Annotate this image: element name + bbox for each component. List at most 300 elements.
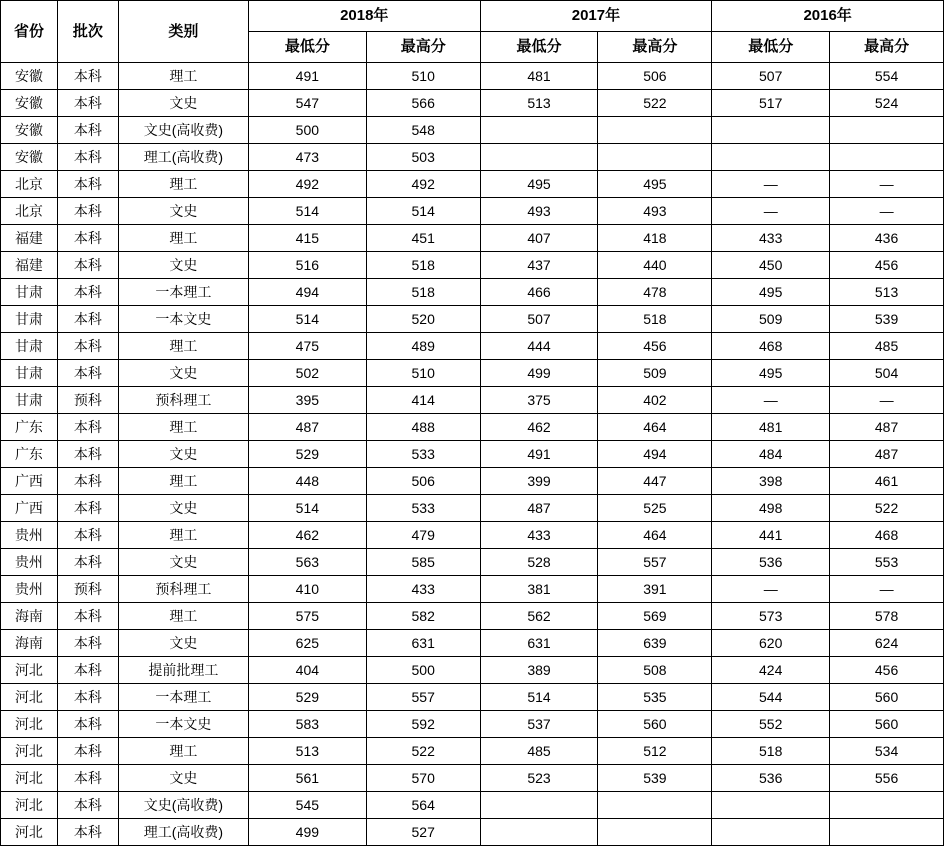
cell-province: 福建	[1, 252, 58, 279]
table-row	[1, 819, 944, 846]
cell-2016-min: 468	[712, 333, 830, 360]
header-province: 省份	[1, 1, 58, 63]
cell-2016-min: 441	[712, 522, 830, 549]
cell-2018-min: 516	[248, 252, 366, 279]
cell-2018-min: 547	[248, 90, 366, 117]
cell-2018-min: 491	[248, 63, 366, 90]
cell-category: 理工	[118, 63, 248, 90]
cell-2017-max: 512	[598, 738, 712, 765]
cell-2016-max: 556	[830, 765, 944, 792]
header-2017-max: 最高分	[598, 32, 712, 63]
table-row	[1, 468, 944, 495]
cell-2016-max: —	[830, 198, 944, 225]
cell-category: 理工	[118, 468, 248, 495]
cell-2016-max: 487	[830, 414, 944, 441]
header-year-2017: 2017年	[480, 1, 712, 32]
cell-2016-max: —	[830, 576, 944, 603]
cell-batch: 本科	[57, 117, 118, 144]
cell-2016-max: 534	[830, 738, 944, 765]
cell-2016-min: —	[712, 387, 830, 414]
cell-2016-min: 518	[712, 738, 830, 765]
table-row	[1, 63, 944, 90]
cell-2018-max: 510	[366, 360, 480, 387]
cell-2018-max: 518	[366, 279, 480, 306]
cell-2018-min: 395	[248, 387, 366, 414]
cell-2016-max: 436	[830, 225, 944, 252]
cell-2018-max: 500	[366, 657, 480, 684]
cell-2016-max: 624	[830, 630, 944, 657]
cell-2017-min: 381	[480, 576, 598, 603]
cell-2016-max: 522	[830, 495, 944, 522]
cell-batch: 预科	[57, 387, 118, 414]
cell-2018-max: 582	[366, 603, 480, 630]
cell-2017-max: 560	[598, 711, 712, 738]
cell-2017-min: 462	[480, 414, 598, 441]
cell-2017-max: 495	[598, 171, 712, 198]
table-row	[1, 603, 944, 630]
cell-province: 河北	[1, 792, 58, 819]
cell-batch: 本科	[57, 711, 118, 738]
cell-2016-max: 468	[830, 522, 944, 549]
table-header-row-1	[1, 1, 944, 32]
cell-category: 预科理工	[118, 387, 248, 414]
cell-category: 理工(高收费)	[118, 819, 248, 846]
cell-province: 安徽	[1, 90, 58, 117]
cell-2017-min: 433	[480, 522, 598, 549]
table-row	[1, 684, 944, 711]
cell-2016-max	[830, 792, 944, 819]
cell-category: 文史	[118, 765, 248, 792]
cell-category: 文史	[118, 549, 248, 576]
cell-category: 文史(高收费)	[118, 117, 248, 144]
cell-category: 提前批理工	[118, 657, 248, 684]
cell-province: 河北	[1, 819, 58, 846]
table-row	[1, 171, 944, 198]
cell-category: 一本理工	[118, 684, 248, 711]
cell-province: 甘肃	[1, 279, 58, 306]
cell-2017-max: 518	[598, 306, 712, 333]
cell-batch: 本科	[57, 279, 118, 306]
cell-2017-max: 639	[598, 630, 712, 657]
cell-2017-min	[480, 117, 598, 144]
cell-2016-min: 398	[712, 468, 830, 495]
cell-province: 甘肃	[1, 306, 58, 333]
header-year-2018: 2018年	[248, 1, 480, 32]
cell-category: 一本文史	[118, 711, 248, 738]
cell-2016-max: 560	[830, 684, 944, 711]
cell-batch: 本科	[57, 792, 118, 819]
cell-2018-min: 475	[248, 333, 366, 360]
cell-2016-max: 456	[830, 657, 944, 684]
cell-province: 安徽	[1, 144, 58, 171]
cell-2017-min: 485	[480, 738, 598, 765]
cell-2017-max: 569	[598, 603, 712, 630]
cell-2017-min: 562	[480, 603, 598, 630]
cell-province: 甘肃	[1, 333, 58, 360]
cell-2018-min: 514	[248, 306, 366, 333]
cell-2018-min: 492	[248, 171, 366, 198]
cell-2018-min: 500	[248, 117, 366, 144]
cell-2018-min: 513	[248, 738, 366, 765]
cell-province: 广西	[1, 468, 58, 495]
cell-2018-max: 510	[366, 63, 480, 90]
cell-2017-max: 478	[598, 279, 712, 306]
cell-2017-min: 487	[480, 495, 598, 522]
cell-2017-min: 493	[480, 198, 598, 225]
cell-2016-max: 513	[830, 279, 944, 306]
cell-2016-min	[712, 144, 830, 171]
cell-2018-min: 625	[248, 630, 366, 657]
cell-2016-min: 517	[712, 90, 830, 117]
cell-2018-max: 557	[366, 684, 480, 711]
cell-province: 河北	[1, 738, 58, 765]
cell-2016-max: 504	[830, 360, 944, 387]
table-row	[1, 576, 944, 603]
header-2017-min: 最低分	[480, 32, 598, 63]
cell-province: 河北	[1, 765, 58, 792]
header-2018-min: 最低分	[248, 32, 366, 63]
cell-2017-max: 494	[598, 441, 712, 468]
cell-2018-max: 479	[366, 522, 480, 549]
cell-province: 贵州	[1, 576, 58, 603]
cell-2017-max: 418	[598, 225, 712, 252]
cell-2018-min: 448	[248, 468, 366, 495]
cell-2018-max: 506	[366, 468, 480, 495]
table-row	[1, 306, 944, 333]
cell-2018-min: 561	[248, 765, 366, 792]
cell-2017-max	[598, 819, 712, 846]
cell-2017-min: 528	[480, 549, 598, 576]
cell-2016-max: 485	[830, 333, 944, 360]
cell-2017-max: 535	[598, 684, 712, 711]
cell-2018-min: 575	[248, 603, 366, 630]
cell-2017-max: 525	[598, 495, 712, 522]
cell-2017-max: 557	[598, 549, 712, 576]
cell-province: 广东	[1, 441, 58, 468]
table-row	[1, 252, 944, 279]
cell-2017-max: 522	[598, 90, 712, 117]
cell-2017-max: 539	[598, 765, 712, 792]
cell-2018-max: 433	[366, 576, 480, 603]
cell-category: 文史	[118, 495, 248, 522]
cell-2018-max: 488	[366, 414, 480, 441]
cell-2018-min: 410	[248, 576, 366, 603]
cell-2017-max: 493	[598, 198, 712, 225]
header-category: 类别	[118, 1, 248, 63]
cell-category: 理工	[118, 738, 248, 765]
cell-category: 文史	[118, 441, 248, 468]
cell-2018-min: 462	[248, 522, 366, 549]
cell-2016-min: 484	[712, 441, 830, 468]
cell-2016-min: 536	[712, 549, 830, 576]
cell-province: 河北	[1, 684, 58, 711]
cell-province: 河北	[1, 711, 58, 738]
cell-category: 理工(高收费)	[118, 144, 248, 171]
cell-2018-min: 473	[248, 144, 366, 171]
cell-2016-min: 481	[712, 414, 830, 441]
cell-category: 理工	[118, 603, 248, 630]
cell-batch: 本科	[57, 198, 118, 225]
cell-2018-max: 520	[366, 306, 480, 333]
cell-2017-min: 537	[480, 711, 598, 738]
header-batch: 批次	[57, 1, 118, 63]
cell-2017-max: 440	[598, 252, 712, 279]
cell-2017-min: 507	[480, 306, 598, 333]
cell-2016-max: 553	[830, 549, 944, 576]
cell-2018-min: 514	[248, 495, 366, 522]
cell-2018-max: 451	[366, 225, 480, 252]
cell-category: 理工	[118, 171, 248, 198]
cell-2018-max: 518	[366, 252, 480, 279]
cell-province: 甘肃	[1, 360, 58, 387]
cell-category: 理工	[118, 414, 248, 441]
cell-2018-min: 529	[248, 684, 366, 711]
cell-2017-max: 402	[598, 387, 712, 414]
cell-2018-max: 514	[366, 198, 480, 225]
cell-batch: 本科	[57, 225, 118, 252]
cell-2017-max: 506	[598, 63, 712, 90]
cell-2016-max: 539	[830, 306, 944, 333]
cell-2016-min: 495	[712, 279, 830, 306]
cell-2017-min: 491	[480, 441, 598, 468]
cell-2016-min: 552	[712, 711, 830, 738]
cell-2016-min: 433	[712, 225, 830, 252]
table-row	[1, 522, 944, 549]
cell-batch: 本科	[57, 306, 118, 333]
cell-2017-max: 391	[598, 576, 712, 603]
cell-batch: 本科	[57, 522, 118, 549]
table-row	[1, 495, 944, 522]
cell-2016-min: 536	[712, 765, 830, 792]
cell-2016-max	[830, 117, 944, 144]
cell-2018-max: 522	[366, 738, 480, 765]
cell-category: 文史	[118, 90, 248, 117]
cell-2016-min	[712, 792, 830, 819]
cell-province: 海南	[1, 603, 58, 630]
cell-2017-min: 499	[480, 360, 598, 387]
table-row	[1, 360, 944, 387]
cell-2018-max: 564	[366, 792, 480, 819]
cell-batch: 本科	[57, 495, 118, 522]
cell-2018-max: 527	[366, 819, 480, 846]
cell-2018-min: 494	[248, 279, 366, 306]
cell-2018-max: 548	[366, 117, 480, 144]
cell-2018-max: 533	[366, 441, 480, 468]
cell-batch: 本科	[57, 333, 118, 360]
cell-province: 甘肃	[1, 387, 58, 414]
cell-batch: 本科	[57, 63, 118, 90]
cell-2018-max: 585	[366, 549, 480, 576]
cell-batch: 本科	[57, 630, 118, 657]
cell-2017-min: 514	[480, 684, 598, 711]
cell-2016-max: 578	[830, 603, 944, 630]
cell-category: 文史	[118, 252, 248, 279]
cell-2017-max: 464	[598, 414, 712, 441]
cell-2017-min: 437	[480, 252, 598, 279]
cell-batch: 本科	[57, 819, 118, 846]
header-year-2016: 2016年	[712, 1, 944, 32]
cell-2018-min: 499	[248, 819, 366, 846]
table-row	[1, 792, 944, 819]
cell-batch: 本科	[57, 360, 118, 387]
cell-category: 理工	[118, 225, 248, 252]
cell-2016-max: 560	[830, 711, 944, 738]
table-row	[1, 198, 944, 225]
cell-province: 北京	[1, 171, 58, 198]
cell-2017-min: 399	[480, 468, 598, 495]
cell-2017-max: 509	[598, 360, 712, 387]
cell-2016-max: 487	[830, 441, 944, 468]
cell-2017-max: 464	[598, 522, 712, 549]
cell-2016-min: 498	[712, 495, 830, 522]
cell-batch: 本科	[57, 603, 118, 630]
cell-2016-min	[712, 117, 830, 144]
cell-2018-min: 487	[248, 414, 366, 441]
cell-2018-min: 529	[248, 441, 366, 468]
cell-2016-max: 456	[830, 252, 944, 279]
cell-2017-min	[480, 792, 598, 819]
cell-2017-min: 495	[480, 171, 598, 198]
table-row	[1, 657, 944, 684]
header-2018-max: 最高分	[366, 32, 480, 63]
cell-category: 文史	[118, 630, 248, 657]
cell-2018-max: 414	[366, 387, 480, 414]
table-header	[1, 1, 944, 63]
cell-2016-max: 524	[830, 90, 944, 117]
cell-2017-min: 375	[480, 387, 598, 414]
cell-province: 广西	[1, 495, 58, 522]
cell-batch: 预科	[57, 576, 118, 603]
cell-2016-min: 620	[712, 630, 830, 657]
cell-batch: 本科	[57, 738, 118, 765]
table-row	[1, 90, 944, 117]
cell-batch: 本科	[57, 468, 118, 495]
cell-2018-max: 570	[366, 765, 480, 792]
cell-batch: 本科	[57, 414, 118, 441]
cell-2016-min: 573	[712, 603, 830, 630]
cell-2017-min: 631	[480, 630, 598, 657]
cell-province: 河北	[1, 657, 58, 684]
cell-category: 文史	[118, 198, 248, 225]
cell-2016-max: —	[830, 171, 944, 198]
table-row	[1, 738, 944, 765]
table-row	[1, 387, 944, 414]
cell-category: 一本文史	[118, 306, 248, 333]
cell-province: 广东	[1, 414, 58, 441]
cell-batch: 本科	[57, 144, 118, 171]
cell-batch: 本科	[57, 441, 118, 468]
cell-batch: 本科	[57, 90, 118, 117]
cell-2016-max: 461	[830, 468, 944, 495]
cell-2018-min: 415	[248, 225, 366, 252]
cell-2018-max: 631	[366, 630, 480, 657]
cell-province: 贵州	[1, 522, 58, 549]
cell-2017-min: 466	[480, 279, 598, 306]
cell-2016-min: 495	[712, 360, 830, 387]
cell-2018-min: 502	[248, 360, 366, 387]
cell-2017-max	[598, 144, 712, 171]
table-row	[1, 549, 944, 576]
cell-2018-min: 514	[248, 198, 366, 225]
cell-2017-min: 523	[480, 765, 598, 792]
cell-batch: 本科	[57, 657, 118, 684]
cell-2016-min: —	[712, 576, 830, 603]
cell-2017-max: 456	[598, 333, 712, 360]
table-row	[1, 711, 944, 738]
cell-batch: 本科	[57, 549, 118, 576]
cell-category: 文史	[118, 360, 248, 387]
cell-2017-max	[598, 792, 712, 819]
cell-2017-min: 481	[480, 63, 598, 90]
cell-2018-max: 592	[366, 711, 480, 738]
cell-2016-min: —	[712, 198, 830, 225]
cell-category: 预科理工	[118, 576, 248, 603]
cell-2018-max: 503	[366, 144, 480, 171]
cell-2016-max	[830, 144, 944, 171]
cell-province: 安徽	[1, 117, 58, 144]
cell-2017-min: 444	[480, 333, 598, 360]
cell-2018-min: 583	[248, 711, 366, 738]
cell-category: 理工	[118, 522, 248, 549]
cell-2016-min: 544	[712, 684, 830, 711]
table-row	[1, 441, 944, 468]
cell-batch: 本科	[57, 765, 118, 792]
cell-2017-max: 508	[598, 657, 712, 684]
table-row	[1, 225, 944, 252]
cell-province: 海南	[1, 630, 58, 657]
table-row	[1, 279, 944, 306]
cell-category: 理工	[118, 333, 248, 360]
cell-2016-min: 507	[712, 63, 830, 90]
cell-2018-min: 563	[248, 549, 366, 576]
cell-2016-min: 424	[712, 657, 830, 684]
header-2016-min: 最低分	[712, 32, 830, 63]
cell-2018-min: 545	[248, 792, 366, 819]
cell-2017-max: 447	[598, 468, 712, 495]
cell-2017-min: 389	[480, 657, 598, 684]
cell-province: 贵州	[1, 549, 58, 576]
cell-2017-min: 513	[480, 90, 598, 117]
cell-batch: 本科	[57, 171, 118, 198]
table-row	[1, 117, 944, 144]
cell-2016-max: —	[830, 387, 944, 414]
cell-province: 安徽	[1, 63, 58, 90]
table-row	[1, 630, 944, 657]
cell-2017-min	[480, 819, 598, 846]
cell-category: 文史(高收费)	[118, 792, 248, 819]
cell-2016-min: 450	[712, 252, 830, 279]
table-row	[1, 333, 944, 360]
cell-category: 一本理工	[118, 279, 248, 306]
cell-province: 福建	[1, 225, 58, 252]
cell-2016-max	[830, 819, 944, 846]
header-2016-max: 最高分	[830, 32, 944, 63]
cell-2017-min: 407	[480, 225, 598, 252]
cell-2018-max: 566	[366, 90, 480, 117]
cell-2016-min	[712, 819, 830, 846]
cell-2018-min: 404	[248, 657, 366, 684]
cell-2018-max: 489	[366, 333, 480, 360]
cell-2018-max: 492	[366, 171, 480, 198]
cell-province: 北京	[1, 198, 58, 225]
cell-batch: 本科	[57, 684, 118, 711]
table-row	[1, 765, 944, 792]
table-row	[1, 144, 944, 171]
cell-2016-max: 554	[830, 63, 944, 90]
table-row	[1, 414, 944, 441]
table-body	[1, 63, 944, 846]
cell-2017-min	[480, 144, 598, 171]
